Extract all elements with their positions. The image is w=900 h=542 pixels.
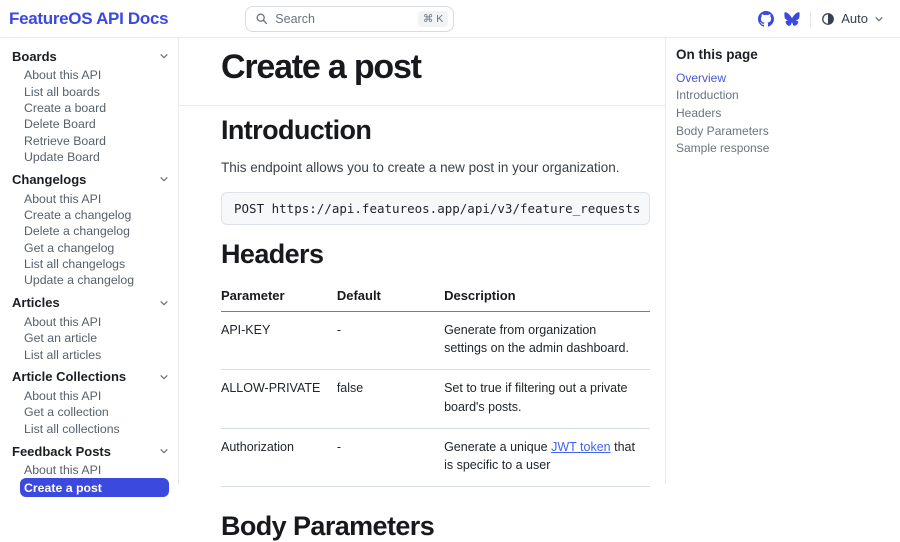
page-title: Create a post (221, 48, 421, 86)
code-block (221, 192, 650, 225)
chevron-down-icon (874, 14, 884, 24)
sidebar-section-toggle-changelogs[interactable] (12, 171, 169, 187)
on-this-page (665, 38, 900, 484)
search-icon (255, 12, 268, 25)
description-text: that is specific to a user (444, 439, 635, 473)
sidebar-item[interactable]: About this API (24, 314, 102, 329)
headers-table (221, 282, 650, 488)
toc-link-sample-response[interactable]: Sample response (676, 141, 770, 156)
column-header-parameter: Parameter (221, 282, 337, 312)
toc-link-headers[interactable]: Headers (676, 105, 722, 120)
theme-switcher[interactable] (821, 11, 884, 26)
jwt-token-link[interactable]: JWT token (551, 439, 611, 454)
sidebar-item[interactable]: About this API (24, 68, 102, 83)
table-row (221, 311, 650, 370)
theme-auto-icon (821, 12, 835, 26)
top-nav (0, 0, 900, 38)
sidebar-item[interactable]: Update a changelog (24, 273, 135, 288)
sidebar-item[interactable]: About this API (24, 191, 102, 206)
theme-label: Auto (841, 11, 868, 26)
sidebar-section-toggle-boards[interactable] (12, 48, 169, 64)
table-header-row (221, 282, 650, 312)
search-placeholder: Search (275, 11, 315, 26)
introduction-text: This endpoint allows you to create a new post in your organization. (221, 160, 620, 175)
site-logo[interactable]: FeatureOS API Docs (9, 8, 169, 28)
nav-divider (810, 11, 811, 27)
sidebar-section-toggle-articles[interactable] (12, 295, 169, 311)
toc-link-overview[interactable]: Overview (676, 70, 727, 85)
toc-link-introduction[interactable]: Introduction (676, 88, 739, 103)
cell-parameter: API-KEY (221, 311, 337, 370)
heading-body-parameters: Body Parameters (221, 511, 435, 542)
endpoint-code: POST https://api.featureos.app/api/v3/feature_requests (234, 200, 641, 216)
chevron-down-icon (159, 174, 169, 184)
page-title-band (179, 38, 665, 106)
sidebar-item[interactable]: Delete Board (24, 117, 96, 132)
heading-introduction: Introduction (221, 115, 372, 145)
sidebar (0, 38, 179, 495)
sidebar-item[interactable]: Get a collection (24, 405, 109, 420)
sidebar-section-article-collections (12, 369, 169, 437)
chevron-down-icon (159, 446, 169, 456)
chevron-down-icon (159, 298, 169, 308)
toc-title: On this page (676, 47, 758, 62)
sidebar-item[interactable]: Delete a changelog (24, 224, 130, 239)
sidebar-item[interactable]: Get an article (24, 331, 98, 346)
column-header-description: Description (444, 282, 650, 312)
chevron-down-icon (159, 51, 169, 61)
github-icon[interactable] (758, 11, 774, 27)
cell-default: - (337, 428, 444, 487)
sidebar-item[interactable]: Retrieve Board (24, 133, 107, 148)
sidebar-item[interactable]: About this API (24, 463, 102, 478)
sidebar-item[interactable]: Create a changelog (24, 207, 132, 222)
sidebar-item[interactable]: About this API (24, 389, 102, 404)
cell-description: Set to true if filtering out a private board's posts. (444, 370, 650, 429)
cell-parameter: ALLOW-PRIVATE (221, 370, 337, 429)
column-header-default: Default (337, 282, 444, 312)
sidebar-item[interactable]: Update Board (24, 150, 100, 165)
sidebar-item[interactable]: List all collections (24, 421, 120, 436)
cell-description (444, 428, 650, 487)
sidebar-section-toggle-article-collections[interactable] (12, 369, 169, 385)
table-row (221, 428, 650, 487)
sidebar-item[interactable]: List all boards (24, 84, 100, 99)
sidebar-item[interactable]: Create a board (24, 100, 107, 115)
cell-parameter: Authorization (221, 428, 337, 487)
cell-description: Generate from organization settings on the admin dashboard. (444, 311, 650, 370)
sidebar-section-articles (12, 295, 169, 363)
sidebar-item-active[interactable]: Create a post (20, 478, 169, 497)
section-title: Boards (12, 48, 57, 64)
section-title: Articles (12, 295, 60, 311)
chevron-down-icon (159, 372, 169, 382)
bluesky-icon[interactable] (784, 12, 800, 26)
sidebar-item[interactable]: List all changelogs (24, 257, 126, 272)
section-title: Feedback Posts (12, 443, 111, 459)
sidebar-section-boards (12, 48, 169, 165)
sidebar-section-feedback-posts (12, 443, 169, 497)
cell-default: false (337, 370, 444, 429)
heading-headers: Headers (221, 238, 324, 269)
table-row (221, 370, 650, 429)
cell-default: - (337, 311, 444, 370)
toc-link-body-parameters[interactable]: Body Parameters (676, 123, 769, 138)
sidebar-section-changelogs (12, 171, 169, 288)
section-title: Article Collections (12, 369, 127, 385)
sidebar-item[interactable]: List all articles (24, 347, 102, 362)
section-title: Changelogs (12, 171, 87, 187)
search-shortcut-badge: ⌘ K (418, 11, 448, 27)
sidebar-section-toggle-feedback-posts[interactable] (12, 443, 169, 459)
main-content (179, 38, 665, 542)
description-text: Generate a unique (444, 439, 552, 454)
nav-right (758, 11, 900, 27)
search-input[interactable] (245, 6, 454, 32)
sidebar-item[interactable]: Get a changelog (24, 240, 115, 255)
